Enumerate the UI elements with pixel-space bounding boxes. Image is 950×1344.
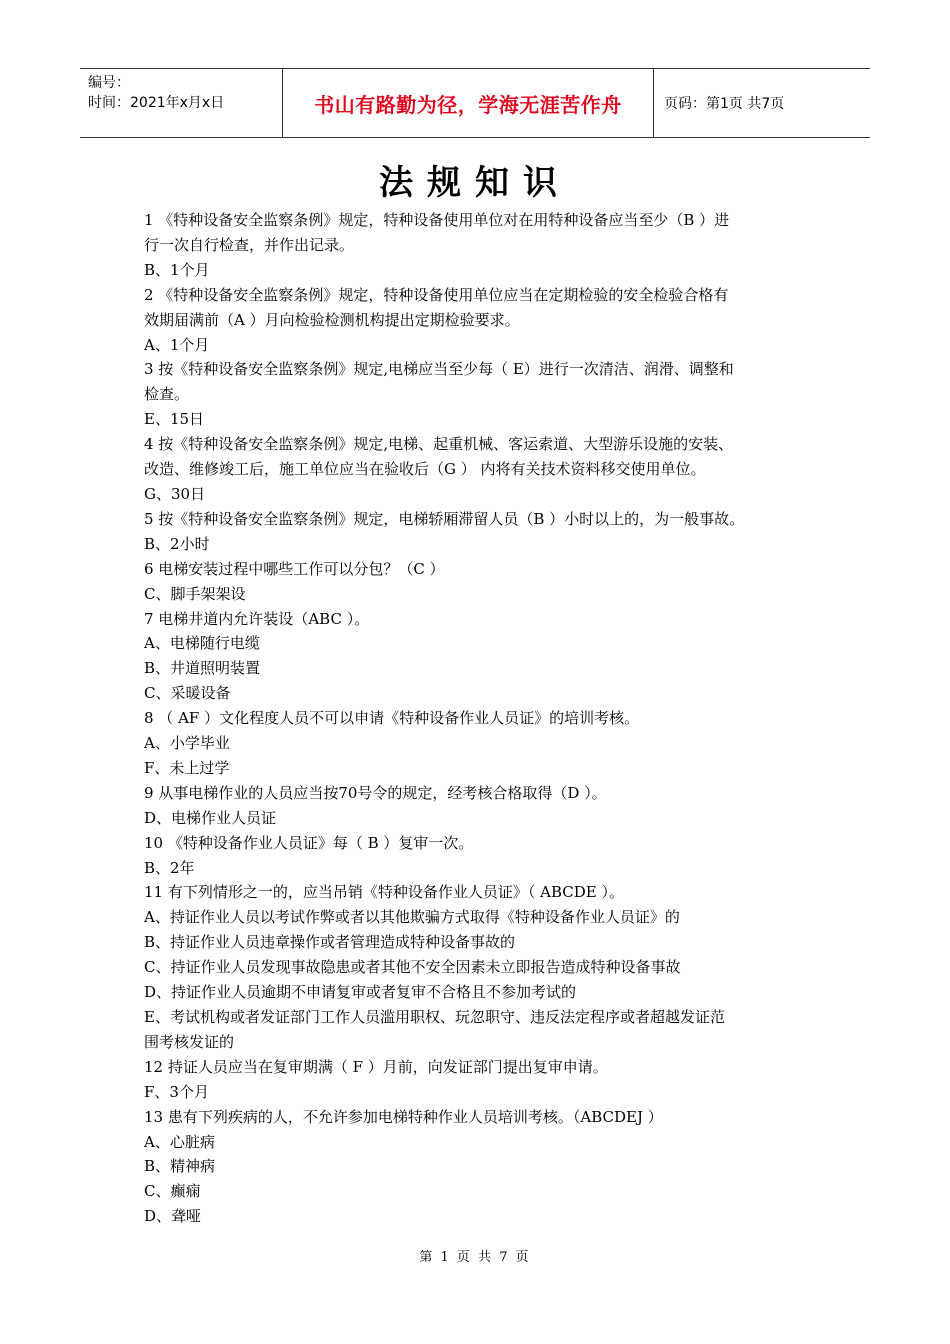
- content-line: A、1个月: [144, 335, 210, 354]
- content-line: 8 （ AF ）文化程度人员不可以申请《特种设备作业人员证》的培训考核。: [144, 709, 640, 728]
- content-line: 10 《特种设备作业人员证》每（ B ）复审一次。: [144, 833, 474, 852]
- content-line: C、采暖设备: [144, 684, 231, 703]
- document-number-label: 编号：: [88, 75, 130, 91]
- document-time-label: 时间：2021年x月x日: [88, 95, 225, 111]
- content-line: G、30日: [144, 484, 206, 503]
- content-line: 2 《特种设备安全监察条例》规定，特种设备使用单位应当在定期检验的安全检验合格有: [144, 285, 729, 304]
- content-line: 改造、维修竣工后，施工单位应当在验收后（G ） 内将有关技术资料移交使用单位。: [144, 460, 706, 479]
- content-line: 12 持证人员应当在复审期满（ F ）月前，向发证部门提出复审申请。: [144, 1057, 608, 1076]
- content-line: 效期届满前（A ）月向检验检测机构提出定期检验要求。: [144, 310, 520, 329]
- question-list: [144, 208, 812, 1229]
- content-line: 行一次自行检查，并作出记录。: [144, 235, 355, 254]
- content-line: A、心脏病: [144, 1132, 215, 1151]
- content-line: C、脚手架架设: [144, 584, 246, 603]
- content-line: A、持证作业人员以考试作弊或者以其他欺骗方式取得《特种设备作业人员证》的: [144, 908, 680, 927]
- content-line: B、井道照明装置: [144, 659, 261, 678]
- content-line: E、考试机构或者发证部门工作人员滥用职权、玩忽职守、违反法定程序或者超越发证范: [144, 1008, 725, 1026]
- header-motto: 书山有路勤为径，学海无涯苦作舟: [282, 69, 654, 137]
- content-line: 1 《特种设备安全监察条例》规定，特种设备使用单位对在用特种设备应当至少（B ）进: [144, 211, 730, 229]
- content-line: A、电梯随行电缆: [144, 634, 260, 653]
- content-line: D、聋哑: [144, 1207, 202, 1226]
- content-line: 3 按《特种设备安全监察条例》规定,电梯应当至少每（ E）进行一次清洁、润滑、调整和: [144, 360, 734, 379]
- content-line: 围考核发证的: [144, 1032, 235, 1051]
- content-line: 7 电梯井道内允许装设（ABC ）。: [144, 609, 370, 628]
- content-line: F、3个月: [144, 1082, 209, 1101]
- content-line: F、未上过学: [144, 758, 230, 777]
- content-line: 4 按《特种设备安全监察条例》规定,电梯、起重机械、客运索道、大型游乐设施的安装、: [144, 435, 734, 454]
- content-line: 6 电梯安装过程中哪些工作可以分包？（C ）: [144, 559, 445, 578]
- content-line: 13 患有下列疾病的人，不允许参加电梯特种作业人员培训考核。（ABCDEJ ）: [144, 1107, 663, 1126]
- content-line: E、15日: [144, 410, 205, 429]
- content-line: B、2小时: [144, 534, 210, 553]
- header-meta: [80, 69, 282, 137]
- content-line: D、持证作业人员逾期不申请复审或者复审不合格且不参加考试的: [144, 983, 577, 1002]
- content-line: 11 有下列情形之一的，应当吊销《特种设备作业人员证》（ ABCDE ）。: [144, 883, 624, 902]
- content-line: C、癫痫: [144, 1182, 201, 1201]
- header-page-info: 页码：第1页 共7页: [664, 96, 785, 112]
- content-line: B、2年: [144, 858, 195, 877]
- content-line: 9 从事电梯作业的人员应当按70号令的规定，经考核合格取得（D ）。: [144, 783, 607, 802]
- page-title: 法规知识: [379, 163, 571, 203]
- content-line: C、持证作业人员发现事故隐患或者其他不安全因素未立即报告造成特种设备事故: [144, 958, 681, 977]
- content-line: B、精神病: [144, 1157, 216, 1176]
- page-footer: 第 1 页 共 7 页: [419, 1250, 531, 1265]
- content-line: 5 按《特种设备安全监察条例》规定，电梯轿厢滞留人员（B ）小时以上的，为一般事故。: [144, 509, 745, 528]
- page-header: [80, 68, 870, 138]
- content-line: B、持证作业人员违章操作或者管理造成特种设备事故的: [144, 933, 516, 952]
- content-line: 检查。: [144, 385, 190, 404]
- content-line: D、电梯作业人员证: [144, 808, 277, 827]
- content-line: A、小学毕业: [144, 734, 230, 753]
- content-line: B、1个月: [144, 260, 210, 279]
